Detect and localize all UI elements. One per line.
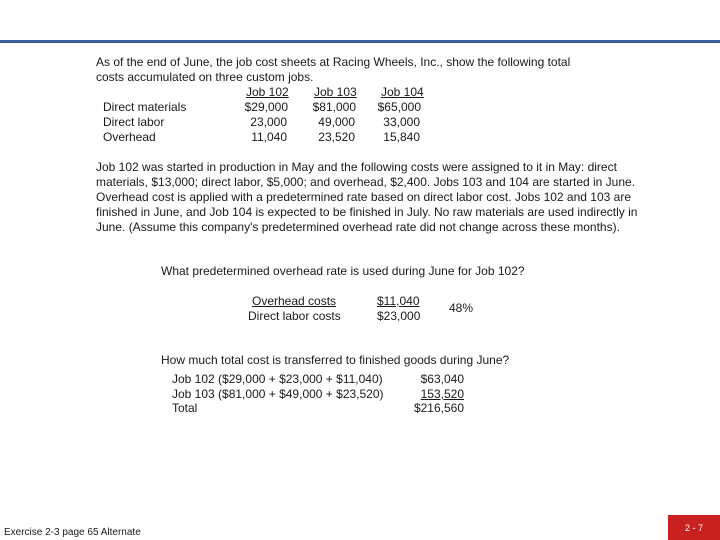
cell-job102-labor: 23,000 — [250, 115, 287, 129]
fraction-numerator-value: $11,040 — [377, 294, 420, 308]
col-header-job-104: Job 104 — [381, 85, 424, 99]
intro-line-2: costs accumulated on three custom jobs. — [96, 70, 314, 84]
paragraph-line: finished in June, and Job 104 is expected to be finished in July. No raw materials are used indirectly in — [96, 205, 638, 219]
col-header-job-102: Job 102 — [246, 85, 289, 99]
paragraph-line: June. (Assume this company's predetermined overhead rate did not change across these months). — [96, 220, 620, 234]
cell-job104-labor: 33,000 — [383, 115, 420, 129]
top-accent-bar — [0, 40, 720, 43]
col-header-job-103: Job 103 — [314, 85, 357, 99]
footer-source: Exercise 2-3 page 65 Alternate — [4, 527, 141, 538]
cell-job103-labor: 49,000 — [318, 115, 355, 129]
transfer-line-label-total: Total — [172, 401, 198, 415]
cell-job104-overhead: 15,840 — [383, 130, 420, 144]
paragraph-line: Overhead cost is applied with a predetermined rate based on direct labor cost. Jobs 102 and 103 are — [96, 190, 631, 204]
row-label-direct-materials: Direct materials — [103, 100, 187, 114]
question-2-text: How much total cost is transferred to finished goods during June? — [161, 353, 510, 367]
fraction-denominator-label: Direct labor costs — [248, 309, 341, 323]
transfer-line-label-job-103: Job 103 ($81,000 + $49,000 + $23,520) — [172, 387, 384, 401]
fraction-numerator-label: Overhead costs — [252, 294, 337, 308]
overhead-rate-result: 48% — [449, 301, 474, 315]
cell-job104-materials: $65,000 — [377, 100, 421, 114]
fraction-denominator-value: $23,000 — [377, 309, 421, 323]
transfer-line-value-job-102: $63,040 — [420, 372, 464, 386]
cell-job102-overhead: 11,040 — [251, 130, 287, 144]
transfer-line-value-total: $216,560 — [413, 401, 464, 415]
row-label-overhead: Overhead — [103, 130, 156, 144]
cell-job103-overhead: 23,520 — [318, 130, 355, 144]
cell-job102-materials: $29,000 — [244, 100, 288, 114]
transfer-line-value-job-103: 153,520 — [420, 387, 464, 401]
question-1-text: What predetermined overhead rate is used during June for Job 102? — [161, 264, 525, 278]
intro-line-1: As of the end of June, the job cost sheets at Racing Wheels, Inc., show the following total — [96, 55, 571, 69]
page-number-badge: 2 - 7 — [668, 515, 720, 540]
paragraph-line: Job 102 was started in production in May and the following costs were assigned to it in May: direct — [96, 160, 617, 174]
paragraph-line: materials, $13,000; direct labor, $5,000; and overhead, $2,400. Jobs 103 and 104 are started in June. — [96, 175, 636, 189]
transfer-line-label-job-102: Job 102 ($29,000 + $23,000 + $11,040) — [172, 372, 383, 386]
cell-job103-materials: $81,000 — [312, 100, 356, 114]
row-label-direct-labor: Direct labor — [103, 115, 165, 129]
